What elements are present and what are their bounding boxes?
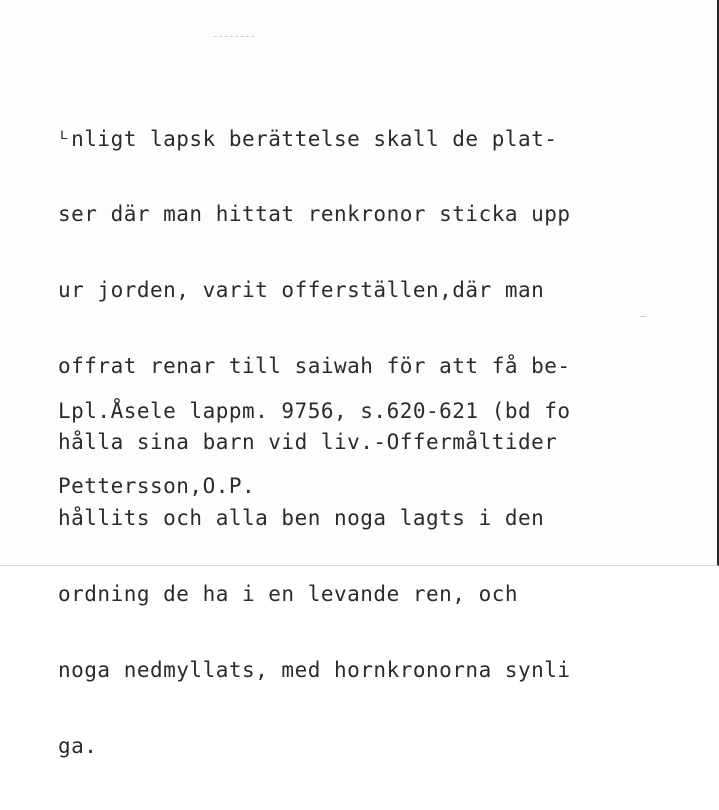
body-line-1: ᴸnligt lapsk berättelse skall de plat- [58,126,558,151]
source-line-1: Lpl.Åsele lappm. 9756, s.620-621 (bd fo [58,398,571,423]
card-source-reference [58,348,571,550]
source-line-2: Pettersson,O.P. [58,474,256,499]
faint-pencil-mark [214,36,254,38]
body-line-7: ordning de ha i en levande ren, och [58,581,519,606]
body-line-4: offrat renar till saiwah för att få be- [58,354,571,379]
body-line-3: ur jorden, varit offerställen,där man [58,278,545,303]
body-line-8: noga nedmyllats, med hornkronorna synli [58,657,571,682]
body-line-9: ga. [58,733,98,758]
body-line-2: ser där man hittat renkronor sticka upp [58,202,571,227]
body-line-6: hållits och alla ben noga lagts i den [58,506,545,531]
body-line-5: hålla sina barn vid liv.-Offermåltider [58,430,558,455]
faint-margin-mark [640,316,646,317]
